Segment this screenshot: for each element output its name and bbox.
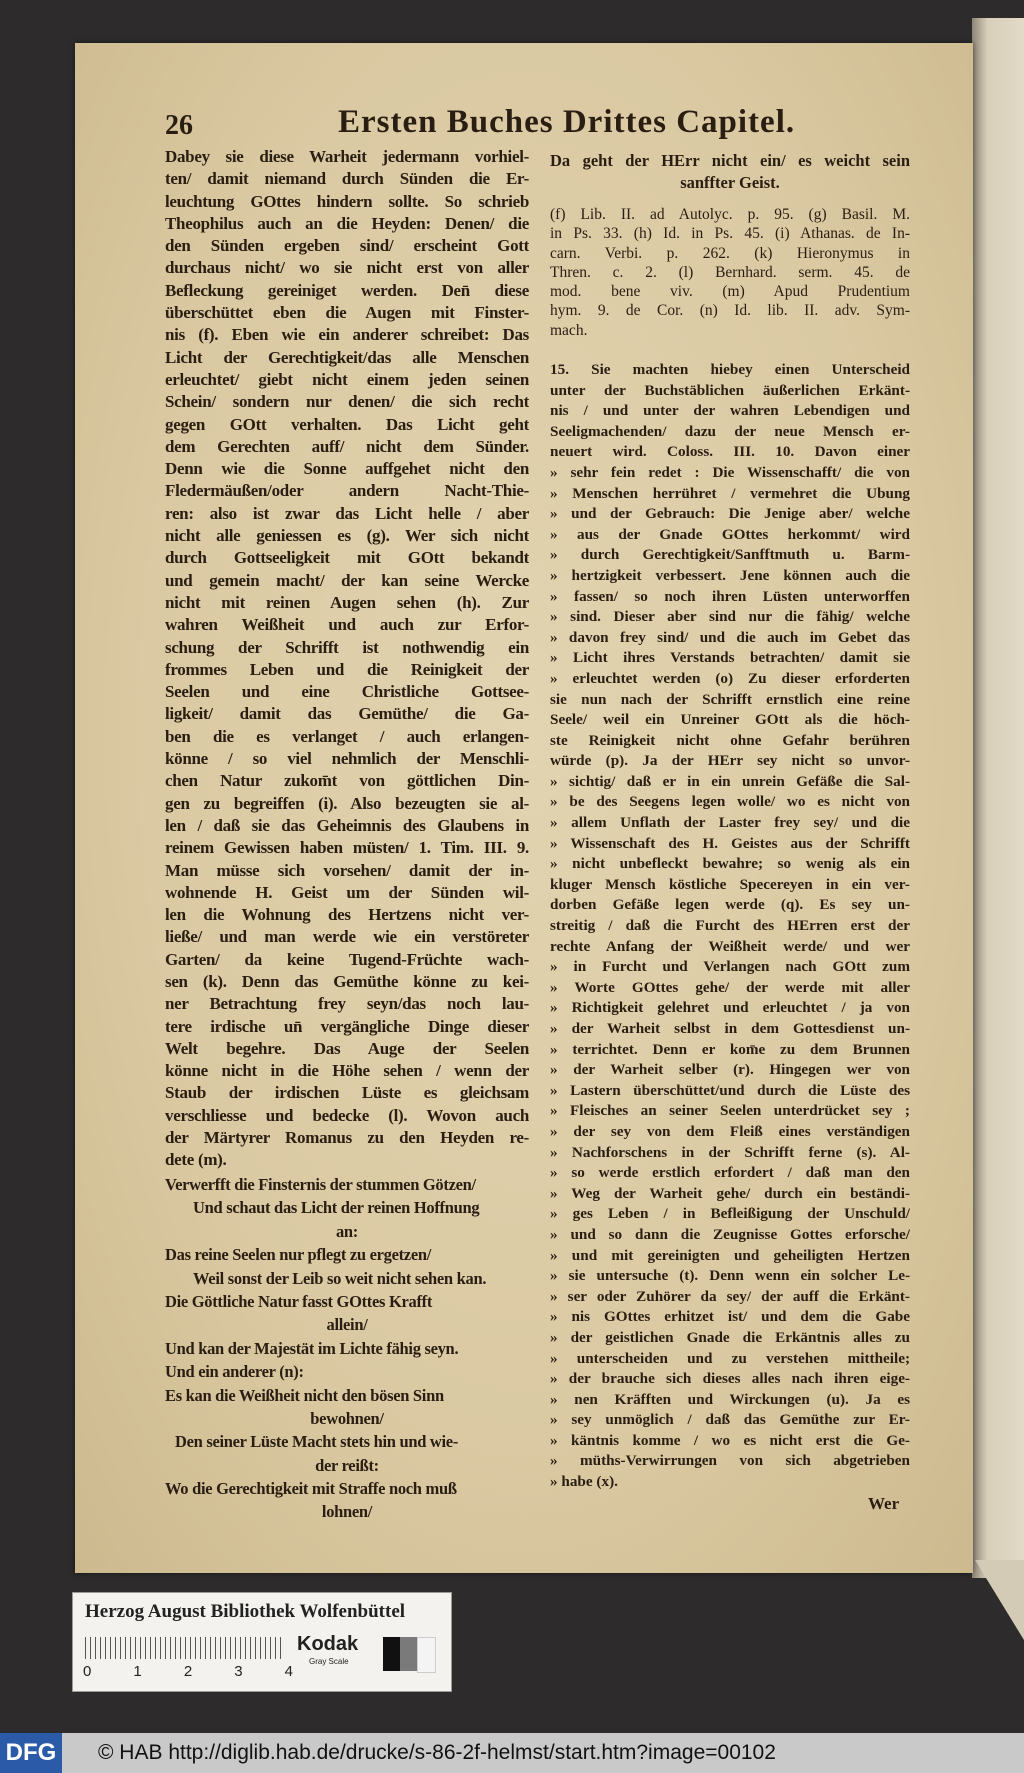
text-line: ben die es verlanget / auch erlangen- — [165, 726, 529, 746]
text-line: nis (f). Eben wie ein anderer schreibet: Das — [165, 325, 529, 345]
right-column — [550, 360, 910, 1493]
text-line: Die Göttliche Natur fasst GOttes Krafft — [165, 1291, 433, 1311]
text-line: mod. bene viv. (m) Apud Prudentium — [550, 283, 910, 301]
text-line: » be des Seegens legen wolle/ wo es nicht von — [550, 793, 910, 811]
text-line: Verwerfft die Finsternis der stummen Götzen/ — [165, 1175, 476, 1194]
text-line: Da geht der HErr nicht ein/ es weicht sein — [550, 151, 910, 170]
ruler-tick: 2 — [183, 1663, 193, 1680]
text-line: sanffter Geist. — [680, 173, 780, 192]
text-line: erleuchtet/ giebt nicht einem jeden seinen — [165, 369, 529, 389]
text-line: bewohnen/ — [310, 1408, 384, 1428]
text-line: » Weg der Warheit gehe/ durch ein beständi- — [550, 1184, 910, 1202]
text-line: ner Betrachtung frey seyn/das noch lau- — [165, 994, 529, 1014]
text-line: » Licht ihres Verstands betrachten/ damit sie — [550, 649, 910, 667]
text-line: frommes Leben und die Reinigkeit der — [165, 659, 529, 679]
gray-patch-white — [417, 1637, 436, 1673]
text-line: » der sey von dem Fleiß eines verständigen — [550, 1122, 910, 1140]
text-line: kluger Mensch köstliche Specereyen in ein ver- — [550, 875, 910, 893]
text-line: streitig / daß die Furcht des HErren erst der — [550, 917, 910, 935]
text-line: hym. 9. de Cor. (n) Id. lib. II. adv. Sym- — [550, 302, 910, 320]
poem-continuation — [550, 150, 910, 194]
institution-name: Herzog August Bibliothek Wolfenbüttel — [85, 1601, 406, 1622]
text-line: Welt begehre. Das Auge der Seelen — [165, 1038, 529, 1058]
text-line: » Nachforschens in der Schrifft ferne (s). Al- — [550, 1143, 910, 1161]
text-line: Und schaut das Licht der reinen Hoffnung — [193, 1198, 480, 1218]
text-line: » Richtigkeit gelehret und erleuchtet / ja von — [550, 999, 910, 1017]
dfg-logo: DFG — [0, 1733, 62, 1773]
text-line: » hertzigkeit verbessert. Jene können auch die — [550, 566, 910, 584]
text-line: » Menschen herrühret / vermehret die Ubung — [550, 484, 910, 502]
text-line: » so werde erstlich erfordert / daß man den — [550, 1164, 910, 1182]
next-page-edge — [972, 18, 1024, 1578]
text-line: mach. — [550, 321, 588, 339]
text-line: an: — [335, 1221, 359, 1241]
text-line: » Lastern überschüttet/und durch die Lüste des — [550, 1081, 910, 1099]
text-line: Das reine Seelen nur pflegt zu ergetzen/ — [165, 1245, 432, 1265]
text-line: wohnende H. Geist um der Sünden wil- — [165, 882, 529, 902]
text-line: Und kan der Majestät im Lichte fähig seyn. — [165, 1338, 459, 1358]
text-line: » und so dann die Zeugnisse Gottes erforsche/ — [550, 1225, 910, 1243]
ruler-tick: 0 — [83, 1663, 92, 1680]
text-line: dete (m). — [165, 1150, 227, 1170]
text-line: » terrichtet. Denn er kom̄e zu dem Brunnen — [550, 1040, 910, 1058]
catchword: Wer — [868, 1494, 900, 1513]
text-line: » sind. Dieser aber sind nur die fähig/ welche — [550, 608, 910, 626]
text-line: Staub der irdischen Lüste es gleichsam — [165, 1083, 529, 1103]
text-line: dorben Gefäße legen werde (q). Es sey un- — [550, 896, 910, 914]
text-line: Seelen und eine Christliche Gottsee- — [165, 682, 529, 702]
page-number: 26 — [165, 110, 193, 141]
text-line: allein/ — [326, 1315, 368, 1335]
text-line: » erleuchtet werden (o) Zu dieser erforderten — [550, 669, 910, 687]
text-line: (f) Lib. II. ad Autolyc. p. 95. (g) Basil. M. — [550, 206, 910, 223]
text-line: ten/ damit niemand durch Sünden die Er- — [165, 169, 529, 189]
text-line: » sie untersuche (t). Denn wenn ein solcher Le- — [550, 1267, 910, 1285]
text-line: » nicht unbefleckt bewahre; so wenig als ein — [550, 855, 910, 873]
text-line: durch Gottseeligkeit mit GOtt bekandt — [165, 548, 529, 568]
text-line: der Märtyrer Romanus zu den Heyden re- — [165, 1128, 529, 1148]
text-line: wahren Weißheit und auch zur Erfor- — [165, 615, 529, 635]
kodak-logo: Kodak — [297, 1633, 359, 1655]
text-line: Fledermäußen/oder andern Nacht-Thie- — [165, 481, 529, 501]
text-line: könne / so viel nehmlich der Menschli- — [165, 749, 529, 769]
text-line: sie nun nach der Schrifft ernstlich eine reine — [550, 690, 910, 708]
gray-scale-label: Gray Scale — [309, 1657, 349, 1666]
text-line: überschüttet eben die Augen mit Finster- — [165, 303, 529, 323]
text-line: Befleckung gereiniget werden. Den̄ diese — [165, 280, 529, 300]
running-title: Ersten Buches Drittes Capitel. — [338, 104, 796, 140]
ruler-tick: 1 — [133, 1663, 142, 1680]
text-line: » ges Leben / in Befleißigung der Unschuld/ — [550, 1205, 910, 1223]
text-line: Seele/ weil ein Unreiner GOtt als die höch- — [550, 711, 910, 729]
text-line: und gemein macht/ der kan seine Wercke — [165, 570, 529, 590]
text-line: durchaus nicht/ wo sie nicht erst von aller — [165, 258, 529, 278]
text-line: Dabey sie diese Warheit jedermann vorhiel- — [165, 147, 529, 166]
text-line: » käntnis komme / wo es nicht erst die Ge- — [550, 1431, 910, 1449]
text-line: sen (k). Denn das Gemüthe könne zu kei- — [165, 971, 529, 991]
text-line: rechte Anfang der Weißheit werde/ und wer — [550, 937, 910, 955]
text-line: gen zu begreiffen (i). Also bezeugten sie al- — [165, 793, 529, 813]
text-line: tere irdische un̄ vergängliche Dinge dieser — [165, 1016, 529, 1036]
ruler-ticks — [83, 1663, 293, 1680]
text-line: reinem Gewissen haben müsten/ 1. Tim. III. 9. — [165, 838, 529, 858]
text-line: chen Natur zukom̄t von göttlichen Din- — [165, 771, 529, 791]
text-line: len / daß sie das Geheimnis des Glaubens in — [165, 815, 529, 835]
text-line: » in Furcht und Verlangen nach GOtt zum — [550, 958, 910, 976]
text-line: » sehr fein redet : Die Wissenschafft/ die von — [550, 463, 910, 481]
text-line: neuert wird. Coloss. III. 10. Davon einer — [550, 443, 910, 461]
ruler — [85, 1637, 285, 1659]
text-line: Wo die Gerechtigkeit mit Straffe noch muß — [165, 1479, 457, 1499]
text-line: dem Gerechten auff/ nicht dem Sünder. — [165, 436, 529, 456]
text-line: » und der Gebrauch: Die Jenige aber/ welche — [550, 505, 910, 523]
text-line: könne nicht in die Höhe sehen / wenn der — [165, 1061, 529, 1081]
text-line: ste Reinigkeit nicht ohne Gefahr berühren — [550, 731, 910, 749]
text-line: » nen Kräfften und Wirckungen (u). Ja es — [550, 1390, 910, 1408]
text-line: » müths-Verwirrungen von sich abgetrieben — [550, 1452, 910, 1470]
text-line: Schein/ sondern nur denen/ die sich recht — [165, 392, 529, 412]
text-line: 15. Sie machten hiebey einen Unterscheid — [550, 361, 910, 378]
text-line: » sichtig/ daß er in ein unrein Gefäße die Sal- — [550, 772, 910, 790]
text-line: den Sünden ergeben sind/ erscheint Gott — [165, 236, 529, 256]
text-line: nicht alle geniessen es (g). Wer sich nicht — [165, 526, 529, 546]
text-line: ligkeit/ damit das Gemüthe/ die Ga- — [165, 704, 529, 724]
text-line: » habe (x). — [550, 1473, 618, 1491]
text-line: » Wissenschaft des H. Geistes aus der Schrifft — [550, 834, 910, 852]
text-line: » nis GOttes erhitzet ist/ und dem die Gabe — [550, 1308, 910, 1326]
text-line: Den seiner Lüste Macht stets hin und wie- — [175, 1432, 459, 1452]
copyright-url[interactable]: © HAB http://diglib.hab.de/drucke/s-86-2f-helmst/start.htm?image=00102 — [98, 1741, 776, 1764]
text-line: verschliesse und bedecke (l). Wovon auch — [165, 1105, 529, 1125]
text-line: in Ps. 33. (h) Id. in Ps. 45. (i) Athanas. de In- — [550, 225, 910, 243]
text-line: ließe/ und man werde wie ein verstöreter — [165, 927, 529, 947]
gray-patch-black — [383, 1637, 400, 1671]
text-line: Denn wie die Sonne auffgehet nicht den — [165, 459, 529, 479]
text-line: » und mit gereinigten und geheiligten Hertzen — [550, 1246, 910, 1264]
text-line: Garten/ da keine Tugend-Früchte wach- — [165, 949, 529, 969]
text-line: » der Warheit selbst in dem Gottesdienst un- — [550, 1020, 910, 1037]
footer-bar — [0, 1733, 1024, 1773]
text-line: schung der Schrifft ist nothwendig ein — [165, 637, 529, 657]
text-line: » unterscheiden und zu verstehen mittheile; — [550, 1349, 910, 1367]
text-line: leuchtung GOttes hindern sollte. So schrieb — [165, 191, 529, 211]
ruler-tick: 4 — [284, 1663, 293, 1680]
text-line: Weil sonst der Leib so weit nicht sehen kan. — [193, 1268, 487, 1288]
left-column — [165, 146, 529, 1172]
text-line: » durch Gerechtigkeit/Sanfftmuth u. Barm- — [550, 546, 910, 564]
text-line: » der Warheit selber (r). Hingegen wer von — [550, 1061, 910, 1079]
text-line: » fassen/ so noch ihren Lüsten unterworffen — [550, 587, 910, 605]
text-line: carn. Verbi. p. 262. (k) Hieronymus in — [550, 244, 910, 262]
color-card — [72, 1592, 452, 1692]
text-line: » Worte GOttes gehe/ der werde mit aller — [550, 978, 910, 996]
text-line: » allem Unflath der Laster frey sey/ und die — [550, 814, 910, 832]
text-line: » davon frey sind/ und die auch im Gebet das — [550, 628, 910, 646]
gray-patch-mid — [400, 1637, 417, 1671]
text-line: » Fleisches an seiner Seelen unterdrücket sey ; — [550, 1102, 910, 1120]
text-line: nis / und unter der wahren Lebendigen und — [550, 402, 910, 420]
text-line: » ser oder Zuhörer da sey/ der auff die Erkänt- — [550, 1287, 910, 1305]
text-line: Und ein anderer (n): — [165, 1362, 304, 1382]
text-line: Es kan die Weißheit nicht den bösen Sinn — [165, 1385, 444, 1405]
text-line: » der brauche sich dieses alles nach ihren eige- — [550, 1370, 910, 1388]
text-line: Licht der Gerechtigkeit/das alle Menschen — [165, 347, 529, 367]
text-line: Theophilus auch an die Heyden: Denen/ die — [165, 213, 529, 233]
text-line: » sey unmöglich / daß das Gemüthe zur Er- — [550, 1411, 910, 1429]
text-line: lohnen/ — [321, 1502, 373, 1522]
text-line: gegen GOtt verhalten. Das Licht geht — [165, 414, 529, 434]
text-line: » der geistlichen Gnade die Erkäntnis alles zu — [550, 1328, 910, 1346]
poem — [165, 1173, 529, 1524]
text-line: nicht mit reinen Augen sehen (h). Zur — [165, 592, 529, 612]
text-line: Seeligmachenden/ dazu der neue Mensch er- — [550, 422, 910, 440]
text-line: ren: also ist zwar das Licht helle / aber — [165, 503, 529, 523]
text-line: Man müsse sich vorsehen/ damit der in- — [165, 860, 529, 880]
text-line: Thren. c. 2. (l) Bernhard. serm. 45. de — [550, 263, 910, 281]
ruler-tick: 3 — [234, 1663, 243, 1680]
text-line: der reißt: — [315, 1455, 379, 1475]
text-line: » aus der Gnade GOttes herkommt/ wird — [550, 525, 910, 543]
text-line: würde (p). Ja der HErr sey nicht so unvor- — [550, 752, 910, 770]
text-line: len die Wohnung des Hertzens nicht ver- — [165, 905, 529, 925]
text-line: unter der Buchstäblichen äußerlichen Erkänt- — [550, 381, 910, 399]
footnotes — [550, 205, 910, 340]
